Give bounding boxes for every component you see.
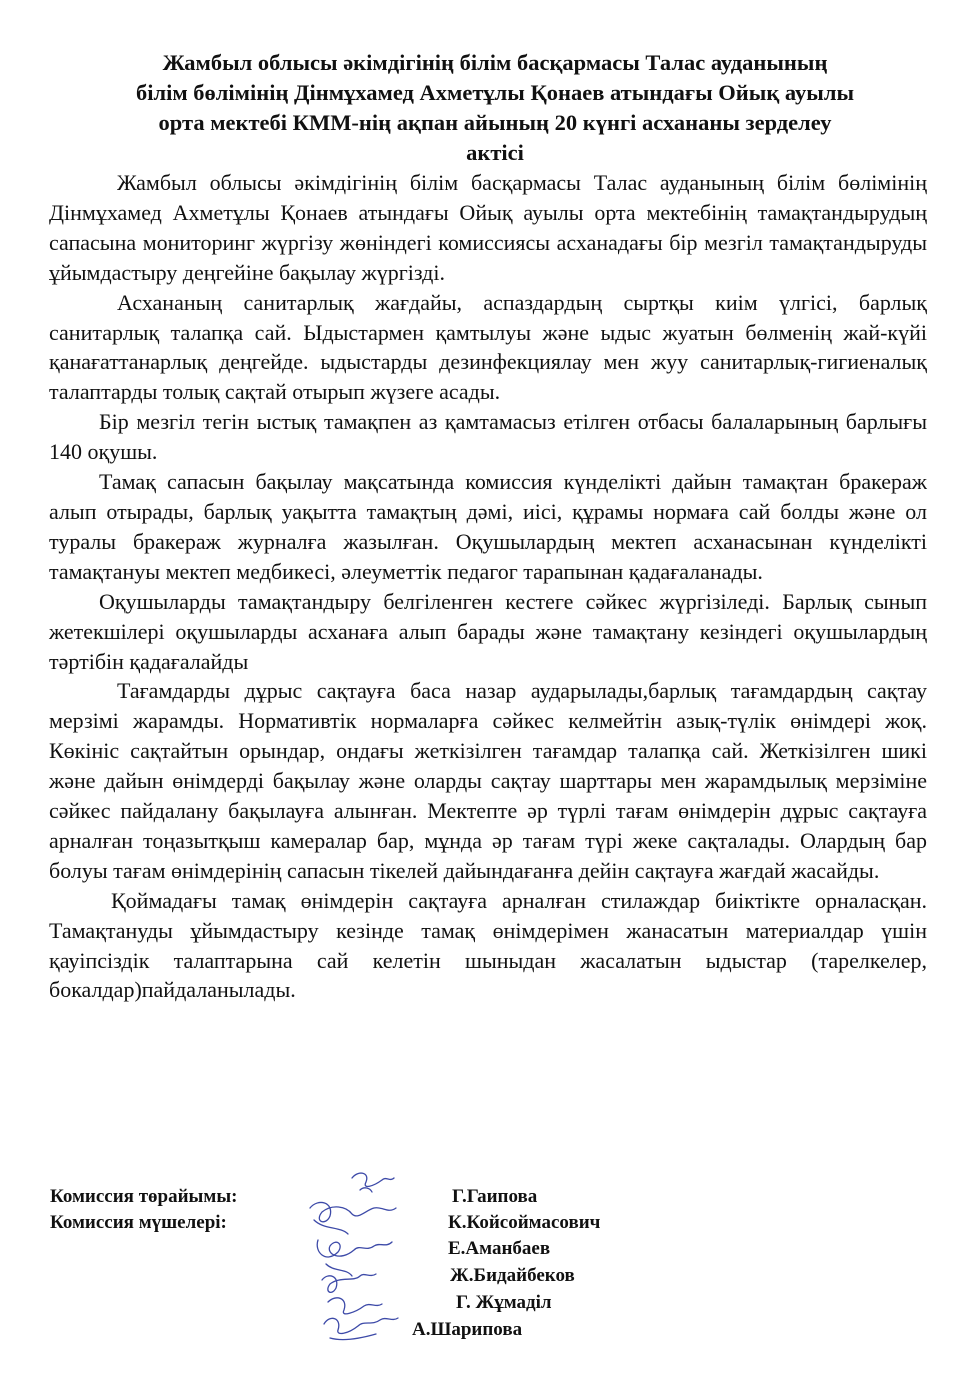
paragraph: Жамбыл облысы әкімдігінің білім басқармасы Талас ауданының білім бөлімінің Дінмұхамед Ахметұлы Қонаев атындағы Ойық ауылы орта мектебінің тамақтандырудың сапасына мониторинг жүргізу жөніндегі комиссиясы асханадағы бір мезгіл тамақтандыруды ұйымдастыру деңгейіне бақылау жүргізді. [49, 170, 927, 285]
signatory-name: Г. Жұмаділ [456, 1292, 552, 1313]
signatory-name: Е.Аманбаев [448, 1238, 551, 1259]
title-line: актісі [466, 140, 524, 165]
paragraph: Асхананың санитарлық жағдайы, аспаздардың сыртқы киім үлгісі, барлық санитарлық талапқа сай. Ыдыстармен қамтылуы және ыдыс жуатын бөлменің жай-күйі қанағаттанарлық деңгейде. ыдыстарды дезинфекциялау мен жуу санитарлық-гигиеналық талаптарды толық сақтай отырып жүзеге асады. [49, 289, 927, 405]
title-line: орта мектебі КММ-нің ақпан айының 20 күнгі асхананы зерделеу [158, 110, 832, 135]
title-line: Жамбыл облысы әкімдігінің білім басқармасы Талас ауданының [162, 50, 828, 75]
paragraph: Тамақ сапасын бақылау мақсатында комиссия күнделікті дайын тамақтан бракераж алып отырады, барлық уақытта тамақтың дәмі, иісі, құрамы нормаға сай болды және ол туралы бракераж журналға жазылған. Оқушылардың мектеп асханасынан күнделікті тамақтануы мектеп медбикесі, әлеуметтік педагог тарапынан қадағаланады. [49, 469, 927, 584]
signatory-name: К.Койсоймасович [448, 1212, 601, 1233]
chair-label: Комиссия төрайымы: [50, 1186, 238, 1207]
paragraph: Қоймадағы тамақ өнімдерін сақтауға арналған стилаждар биіктікте орналасқан. Тамақтануды ұйымдастыру кезінде тамақ өнімдерімен жанасатын материалдар үшін қауіпсіздік талаптарына сай келетін шыныдан жасалатын ыдыстар (тарелкелер, бокалдар)пайдаланылады. [49, 887, 927, 1003]
signatory-name: Ж.Бидайбеков [450, 1265, 575, 1286]
paragraph: Оқушыларды тамақтандыру белгіленген кестеге сәйкес жүргізіледі. Барлық сынып жетекшілері оқушыларды асханаға алып барады және тамақтану кезіндегі оқушылардың тәртібін қадағалайды [49, 588, 927, 674]
signatory-name: Г.Гаипова [452, 1186, 538, 1207]
paragraph: Бір мезгіл тегін ыстық тамақпен аз қамтамасыз етілген отбасы балаларының барлығы 140 оқушы. [49, 409, 927, 465]
paragraph: Тағамдарды дұрыс сақтауға баса назар аударылады,барлық тағамдардың сақтау мерзімі жарамды. Нормативтік нормаларға сәйкес келмейтін азық-түлік өнімдері жоқ. Көкініс сақтайтын орындар, ондағы жеткізілген тағамдар талапқа сай. Жеткізілген шикі және дайын өнімдерді бақылау және оларды сақтау шарттары мен жарамдылық мерзіміне сәйкес пайдалану бақылауға алынған. Мектепте әр түрлі тағам өнімдерін дұрыс сақтауға арналған тоңазытқыш камералар бар, мұнда әр тағам түрі жеке сақталады. Олардың бар болуы тағам өнімдерінің сапасын тікелей дайындағанға дейін сақтауға жағдай жасайды. [49, 678, 927, 883]
signatory-name: А.Шарипова [412, 1319, 523, 1340]
members-label: Комиссия мүшелері: [50, 1212, 227, 1233]
title-line: білім бөлімінің Дінмұхамед Ахметұлы Қонаев атындағы Ойық ауылы [135, 80, 855, 105]
handwritten-signatures [300, 1168, 420, 1348]
